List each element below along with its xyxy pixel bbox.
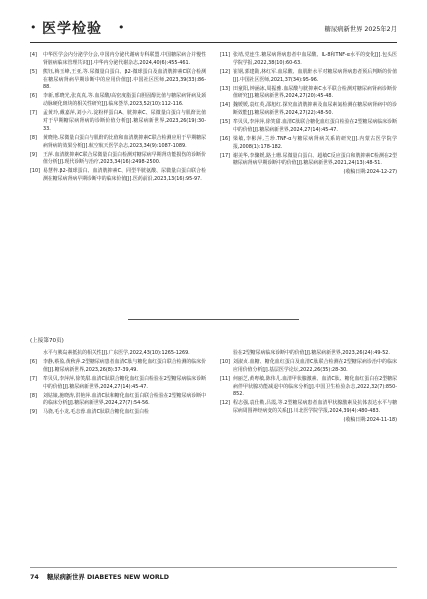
page-header [30,18,397,38]
bullet-dot-icon: • [118,21,125,34]
reference-text: 孟黄玲,戴嘉萍,刘小六.淀粉样蛋白A、胱抑素C、尿微量白蛋白与肌酐比值对于早期糖尿病肾病的诊断价值分析[J].糖尿病新世界,2023,26(19):30-33. [43,110,206,132]
reference-number: [9] [30,409,37,416]
reference-number [220,350,233,358]
reference-number: [12] [220,400,231,407]
reference-item [30,376,206,392]
reference-item [30,393,206,409]
reference-number: [7] [30,110,37,117]
reference-text: 刘姑娘,施晓涛,洪艳萍.血清C肽和糖化血红蛋白联合检验在2型糖尿病诊断中的临床分析[J].糖尿病新世界,2024,27(7):54-56. [43,392,206,407]
reference-text: 易慧梓.β2-微球蛋白、血清胱抑素C、同型半胱氨酸、尿微量白蛋白联合检测在糖尿病肾病早期诊断中的临床价值[J].医药前沿,2023,13(16):95-97. [43,168,206,183]
reference-item [220,102,397,118]
received-date: (收稿日期:2024-12-27) [343,169,397,176]
section-title: 医学检验 [42,21,102,37]
reference-text: 李新,邢晓光,张真真,等.血尿酸/高密度脂蛋白胆固醇比值与糖尿病肾病及颈动脉硬化斑块的相关性研究[J].临床荟萃,2023,52(10):112-116. [43,93,206,108]
reference-item [30,52,206,68]
reference-number: [6] [30,358,37,365]
page-footer [30,572,169,581]
reference-item [220,376,397,399]
reference-item [220,52,397,68]
references-bottom-left [30,350,206,418]
references-top-left [30,52,206,185]
reference-item [30,409,206,417]
reference-text: 熊钰,梅玉峰,王亚,等.尿微量白蛋白、β2-微球蛋白及血清胱抑素C联合检测在糖尿病肾病早期诊断中的应用价值[J].中国社区医师,2023,39(33):86-88. [43,68,206,91]
reference-item [220,136,397,152]
bullet-dot-icon: • [30,21,37,34]
reference-item [220,153,397,169]
reference-text: 张靖,党连生.糖尿病肾病患者中血尿酸、IL-8和TNF-α水平的变化[J].包头医学院学报,2022,38(10):60-63. [233,52,397,66]
reference-item [220,350,397,358]
journal-name-en: DIABETES NEW WORLD [86,574,169,581]
reference-number: [8] [30,392,37,399]
reference-text: 梁敏,李彬萍,兰珍.TNF-α与糖尿病肾病关系的研究[J].内蒙古医学院学报,2008(1):178-182. [233,135,397,150]
reference-number: [4] [30,52,37,58]
reference-number: [11] [220,52,231,58]
reference-number: [10] [30,168,41,175]
reference-text: 刘淑贞.血糖、糖化血红蛋白及血清C肽联合检测在2型糖尿病诊治中的临床应用价值分析[J].基层医学论坛,2022,26(35):28-30. [233,358,397,373]
reference-text: 牟贝贝,李萍萍,徐笑甜.血清C肽联合糖化血红蛋白检验在2型糖尿病临床诊断中的价值[J].糖尿病新世界,2024,27(14):45-47. [233,119,397,133]
continued-from-note: (上接第70页) [30,338,64,344]
reference-number: [14] [220,102,231,109]
reference-text: 验在2型糖尿病临床诊断中的价值[J].糖尿病新世界,2023,26(24):49-52. [233,350,390,356]
reference-text: 何丽芝,黄粤敏,陈伟儿.血清甲状腺激素、血清C肽、糖化血红蛋白在2型糖尿病伴甲状腺功能减退中的临床分析[J].中国卫生检验杂志,2022,32(7):850-852. [233,375,397,398]
reference-item [220,86,397,102]
reference-text: 谢美华,李骤媛,路土珊.尿微量白蛋白、超敏C反应蛋白和胱抑素C检测在2型糖尿病肾病早期诊断中的价值[J].糖尿病新世界,2021,24(13):48-51. [233,152,397,167]
reference-text: 魏媛媛,袁红英,邵旭红.探究血清胱抑素及血尿素氮检测在糖尿病肾病中的诊断效能[J].糖尿病新世界,2024,27(22):48-50. [233,102,397,117]
reference-item [30,69,206,92]
reference-item [30,152,206,168]
reference-item [30,93,206,109]
reference-number: [16] [220,135,231,142]
reference-number: [7] [30,375,37,382]
reference-number: [15] [220,119,231,126]
received-date: (收稿日期:2024-11-18) [343,417,397,424]
reference-item [220,119,397,135]
reference-number: [11] [220,375,231,382]
reference-number: [5] [30,68,37,75]
reference-number: [13] [220,85,231,92]
reference-text: 李静,蔡盈,黄秋萍.2型糖尿病患者血清C肽与糖化血红蛋白联合检测的临床价值[J].糖尿病新世界,2023,26(8):37-39,49. [43,358,206,373]
reference-item [30,168,206,184]
reference-item [30,350,206,358]
reference-number: [10] [220,358,231,365]
reference-item [30,359,206,375]
reference-number: [12] [220,68,231,75]
section-separator [128,319,299,320]
page-number: 74 [30,574,39,581]
reference-text: 中华医学会内分泌学分会,中国内分泌代谢病专科联盟.中国糖尿病合并慢性肾脏病临床管理共识[J].中华内分泌代谢杂志,2024,40(6):455-461. [43,52,206,66]
footer-rule [30,567,397,568]
header-rule [30,42,397,43]
references-bottom-right [220,350,397,425]
references-top-right [220,52,397,177]
reference-item [220,400,397,416]
reference-number: [6] [30,93,37,100]
reference-text: 田童阳,钟涵冰,周振雅.血尿酸与胱抑素C水平联合检测对糖尿病肾病诊断价值研究[J].糖尿病新世界,2024,27(20):45-48. [233,85,397,100]
reference-item [220,359,397,375]
reference-item [30,135,206,151]
reference-text: 程志强,袁仕勒,吕霞,等.2型糖尿病患者血清甲状腺激素及抗体表达水平与糖尿病周围神经病变的关系[J].川北医学院学报,2024,39(4):480-483. [233,400,397,415]
journal-name-cn: 糖尿病新世界 [46,574,85,581]
journal-info: 糖尿病新世界 2025年2月 [324,26,397,33]
reference-number: [9] [30,151,37,158]
reference-text: 黄晓艳.尿微量白蛋白与肌酐的比值和血清胱抑素C联合检测应用于早期糖尿病肾病的效果分析[J].航空航天医学杂志,2023,34(9):1087-1089. [43,134,206,149]
reference-text: 水平与胰岛素抵抗的相关性[J].广东医学,2022,43(10):1265-1269. [43,350,190,356]
reference-text: 马骁,毛小龙,毛志蓉.血清C肽联合糖化血红蛋白检 [43,409,149,416]
reference-item [30,110,206,133]
reference-item [220,69,397,85]
reference-text: 牟贝贝,李萍萍,徐笑甜.血清C肽联合糖化血红蛋白检验在2型糖尿病临床诊断中的价值[J].糖尿病新世界,2024,27(14):45-47. [43,375,206,390]
reference-text: 王萍.血清胱抑素C联合尿微量白蛋白检测对糖尿病早期肾功能损伤的诊断价值分析[J].现代诊断与治疗,2023,34(16):2498-2500. [43,151,206,166]
reference-number: [8] [30,134,37,141]
reference-number: [17] [220,152,231,159]
reference-text: 崔钢,郭建勋,林红军.血尿酸、血肌酐水平对糖尿病肾病患者预后判断的价值[J].中国社区医师,2021,37(34):95-96. [233,68,397,83]
reference-number [30,350,43,358]
